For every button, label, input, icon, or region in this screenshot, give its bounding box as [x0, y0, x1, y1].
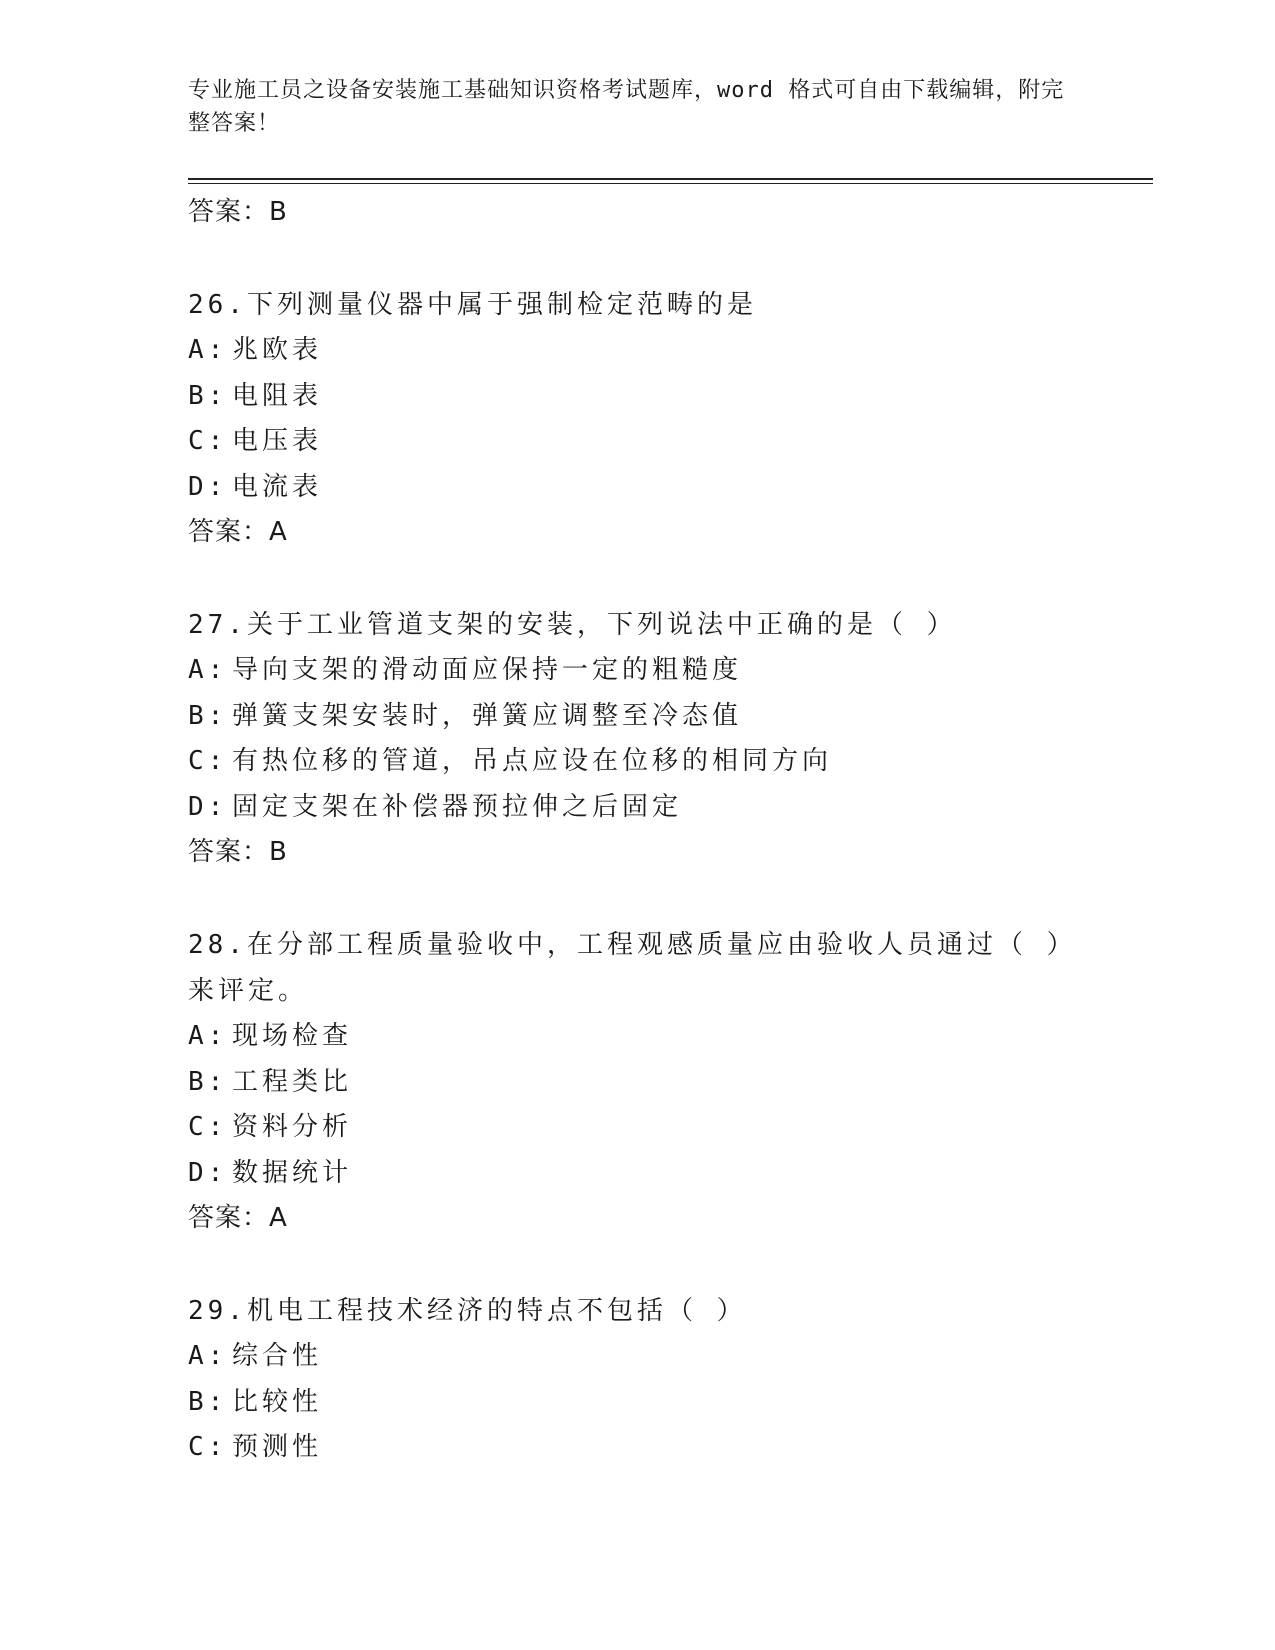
- option-letter: B:: [188, 700, 228, 731]
- option-text: 预测性: [232, 1432, 323, 1462]
- option-letter: B:: [188, 1066, 228, 1097]
- option-d: [188, 465, 1068, 511]
- option-text: 资料分析: [232, 1112, 353, 1142]
- document-body: [188, 190, 1068, 1471]
- header-rule-thin: [188, 183, 1153, 184]
- option-letter: C:: [188, 746, 228, 776]
- option-letter: D:: [188, 471, 228, 502]
- question-stem: 28.在分部工程质量验收中，工程观感质量应由验收人员通过（ ）来评定。: [188, 930, 1064, 1006]
- option-letter: A:: [188, 1021, 228, 1051]
- option-letter: B:: [188, 1386, 228, 1417]
- option-text: 有热位移的管道，吊点应设在位移的相同方向: [232, 746, 833, 776]
- question-block: [188, 922, 1068, 1240]
- question-stem: 27.关于工业管道支架的安装，下列说法中正确的是（ ）: [188, 610, 957, 640]
- option-letter: C:: [188, 426, 228, 456]
- option-b: [188, 1380, 1068, 1426]
- option-a: [188, 648, 1068, 694]
- option-b: [188, 1060, 1068, 1106]
- answer-line: 答案：B: [188, 837, 288, 867]
- option-text: 电流表: [232, 471, 323, 502]
- option-text: 兆欧表: [232, 335, 323, 365]
- option-letter: C:: [188, 1432, 228, 1462]
- option-a: [188, 328, 1068, 374]
- question-stem: 29.机电工程技术经济的特点不包括（ ）: [188, 1296, 747, 1326]
- question-block: [188, 1288, 1068, 1471]
- option-letter: A:: [188, 335, 228, 365]
- option-letter: C:: [188, 1112, 228, 1142]
- option-letter: D:: [188, 791, 228, 822]
- option-text: 电阻表: [232, 380, 323, 411]
- option-text: 现场检查: [232, 1021, 353, 1051]
- question-block: [188, 282, 1068, 554]
- option-text: 工程类比: [232, 1066, 353, 1097]
- option-c: [188, 1105, 1068, 1151]
- option-text: 弹簧支架安装时，弹簧应调整至冷态值: [232, 700, 743, 731]
- option-b: [188, 374, 1068, 420]
- option-text: 比较性: [232, 1386, 323, 1417]
- option-text: 数据统计: [232, 1157, 353, 1188]
- option-c: [188, 739, 1068, 785]
- option-a: [188, 1014, 1068, 1060]
- option-d: [188, 785, 1068, 831]
- option-c: [188, 419, 1068, 465]
- option-text: 导向支架的滑动面应保持一定的粗糙度: [232, 655, 743, 685]
- option-a: [188, 1334, 1068, 1380]
- question-block: [188, 602, 1068, 874]
- option-letter: B:: [188, 380, 228, 411]
- option-text: 电压表: [232, 426, 323, 456]
- answer-line: 答案：B: [188, 197, 288, 227]
- option-letter: A:: [188, 655, 228, 685]
- answer-line: 答案：A: [188, 1203, 288, 1233]
- option-text: 综合性: [232, 1341, 323, 1371]
- option-c: [188, 1425, 1068, 1471]
- option-letter: D:: [188, 1157, 228, 1188]
- option-letter: A:: [188, 1341, 228, 1371]
- question-stem: 26.下列测量仪器中属于强制检定范畴的是: [188, 290, 757, 320]
- answer-line: 答案：A: [188, 517, 288, 547]
- header-rule-thick: [188, 178, 1153, 180]
- option-text: 固定支架在补偿器预拉伸之后固定: [232, 791, 683, 822]
- document-header: 专业施工员之设备安装施工基础知识资格考试题库，word 格式可自由下载编辑，附完整答案！: [188, 78, 1065, 136]
- option-b: [188, 694, 1068, 740]
- option-d: [188, 1151, 1068, 1197]
